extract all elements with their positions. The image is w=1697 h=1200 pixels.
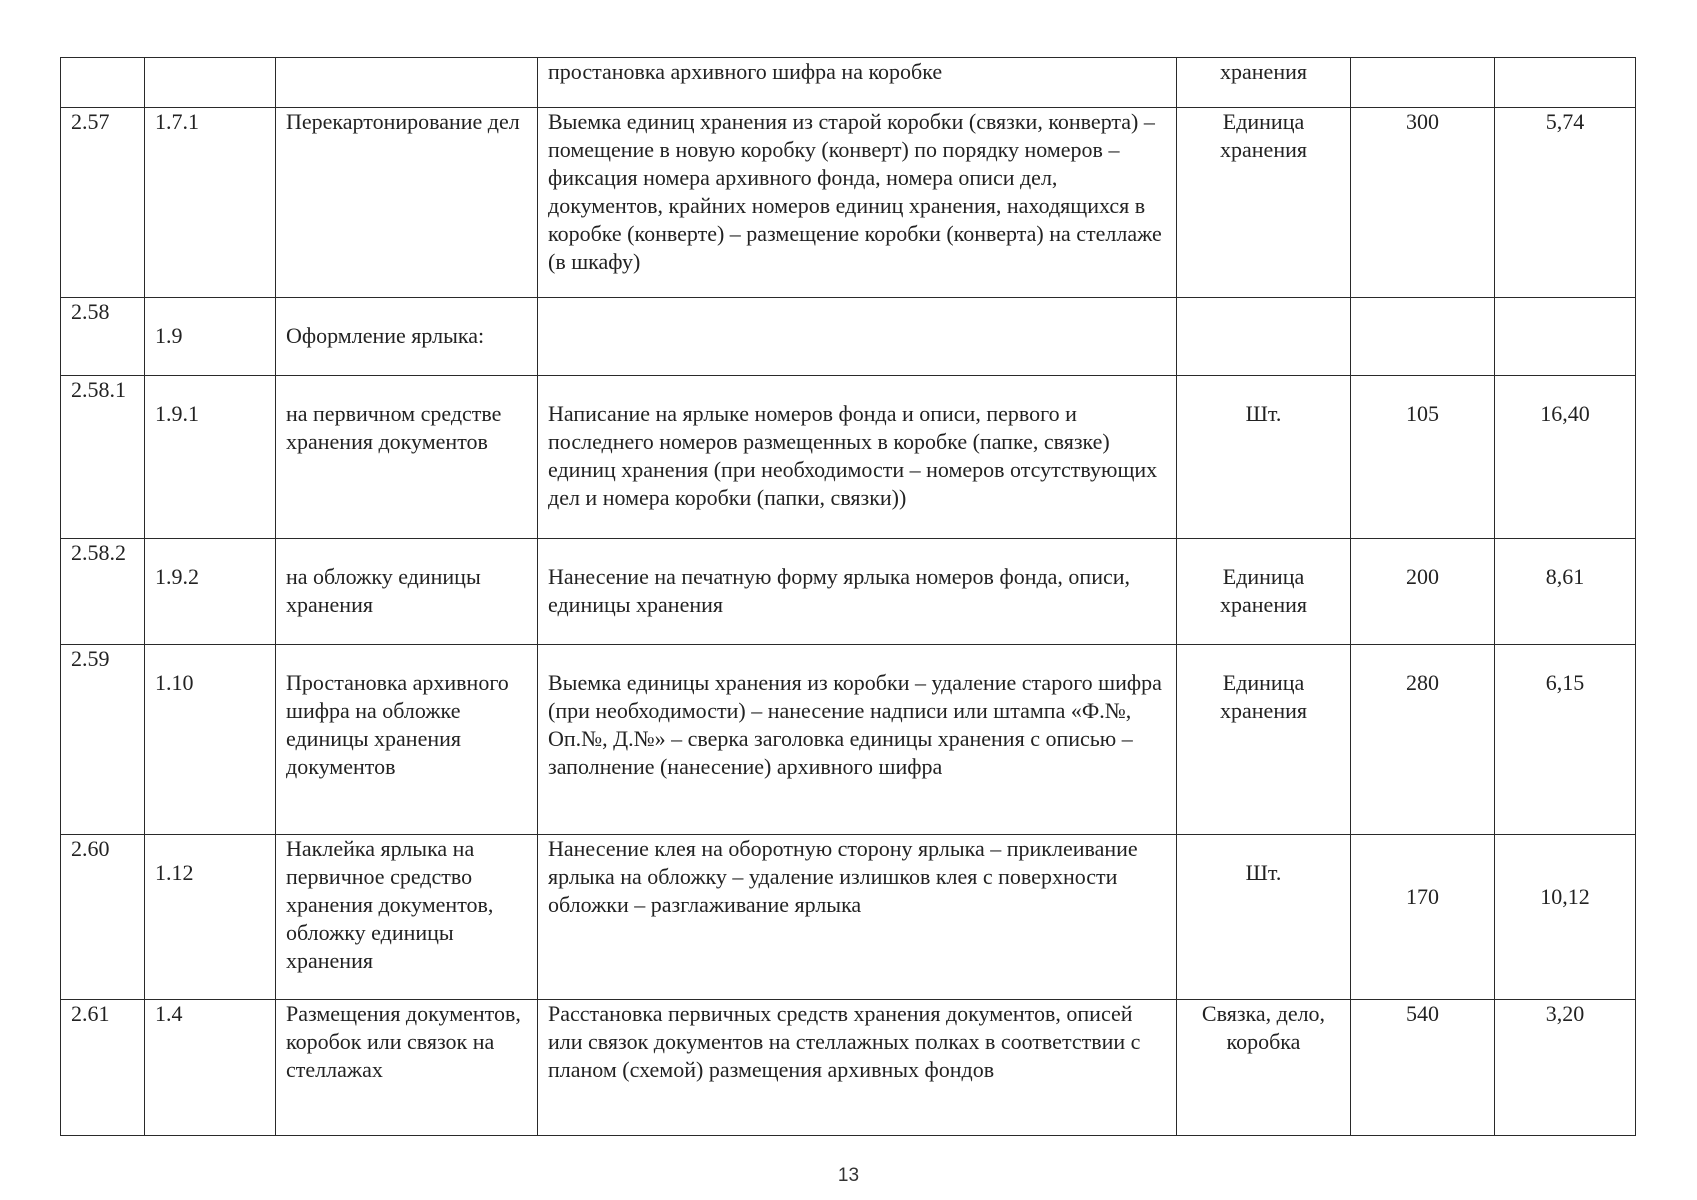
section-code-cell: 1.4 [145, 1000, 276, 1136]
unit-cell: Единица хранения [1177, 539, 1351, 645]
value-cell: 3,20 [1495, 1000, 1636, 1136]
table-row [61, 835, 1636, 1000]
work-name-cell: Перекартонирование дел [276, 108, 538, 298]
table-row [61, 376, 1636, 539]
norm-cell: 105 [1351, 376, 1495, 539]
work-description-cell [538, 298, 1177, 376]
table-row [61, 539, 1636, 645]
section-code-cell: 1.9.2 [145, 539, 276, 645]
work-name-cell: Простановка архивного шифра на обложке единицы хранения документов [276, 645, 538, 835]
row-number-cell: 2.60 [61, 835, 145, 1000]
value-cell: 5,74 [1495, 108, 1636, 298]
page-number: 13 [837, 1165, 860, 1186]
work-description-cell: Нанесение на печатную форму ярлыка номеров фонда, описи, единицы хранения [538, 539, 1177, 645]
work-name-cell: Размещения документов, коробок или связок на стеллажах [276, 1000, 538, 1136]
table-row [61, 58, 1636, 108]
work-description-cell: Выемка единицы хранения из коробки – удаление старого шифра (при необходимости) – нанесение надписи или штампа «Ф.№, Оп.№, Д.№» – сверка заголовка единицы хранения с описью – заполнение (нанесение) архивного шифра [538, 645, 1177, 835]
section-code-cell [145, 58, 276, 108]
value-cell: 16,40 [1495, 376, 1636, 539]
row-number-cell: 2.58 [61, 298, 145, 376]
unit-cell: Связка, дело, коробка [1177, 1000, 1351, 1136]
norm-cell [1351, 298, 1495, 376]
unit-cell: Шт. [1177, 835, 1351, 1000]
row-number-cell: 2.58.1 [61, 376, 145, 539]
unit-cell: Единица хранения [1177, 108, 1351, 298]
work-description-cell: Расстановка первичных средств хранения документов, описей или связок документов на стеллажных полках в соответствии с планом (схемой) размещения архивных фондов [538, 1000, 1177, 1136]
norm-cell: 300 [1351, 108, 1495, 298]
row-number-cell: 2.57 [61, 108, 145, 298]
row-number-cell: 2.59 [61, 645, 145, 835]
value-cell: 10,12 [1495, 835, 1636, 1000]
norm-cell: 280 [1351, 645, 1495, 835]
value-cell [1495, 298, 1636, 376]
value-cell [1495, 58, 1636, 108]
work-description-cell: Написание на ярлыке номеров фонда и описи, первого и последнего номеров размещенных в коробке (папке, связке) единиц хранения (при необходимости – номеров отсутствующих дел и номера коробки (папки, связки)) [538, 376, 1177, 539]
section-code-cell: 1.9.1 [145, 376, 276, 539]
norms-table [60, 57, 1636, 1136]
norm-cell: 200 [1351, 539, 1495, 645]
norm-cell: 170 [1351, 835, 1495, 1000]
work-description-cell: Выемка единиц хранения из старой коробки (связки, конверта) – помещение в новую коробку (конверт) по порядку номеров – фиксация номера архивного фонда, номера описи дел, документов, крайних номеров единиц хранения, находящихся в коробке (конверте) – размещение коробки (конверта) на стеллаже (в шкафу) [538, 108, 1177, 298]
work-name-cell: Оформление ярлыка: [276, 298, 538, 376]
unit-cell: хранения [1177, 58, 1351, 108]
value-cell: 8,61 [1495, 539, 1636, 645]
value-cell: 6,15 [1495, 645, 1636, 835]
work-name-cell: на обложку единицы хранения [276, 539, 538, 645]
section-code-cell: 1.12 [145, 835, 276, 1000]
work-name-cell [276, 58, 538, 108]
table-row [61, 1000, 1636, 1136]
work-name-cell: Наклейка ярлыка на первичное средство хранения документов, обложку единицы хранения [276, 835, 538, 1000]
row-number-cell: 2.58.2 [61, 539, 145, 645]
work-name-cell: на первичном средстве хранения документов [276, 376, 538, 539]
unit-cell: Единица хранения [1177, 645, 1351, 835]
section-code-cell: 1.7.1 [145, 108, 276, 298]
norm-cell [1351, 58, 1495, 108]
norm-cell: 540 [1351, 1000, 1495, 1136]
row-number-cell: 2.61 [61, 1000, 145, 1136]
table-row [61, 298, 1636, 376]
work-description-cell: Нанесение клея на оборотную сторону ярлыка – приклеивание ярлыка на обложку – удаление излишков клея с поверхности обложки – разглаживание ярлыка [538, 835, 1177, 1000]
unit-cell [1177, 298, 1351, 376]
section-code-cell: 1.9 [145, 298, 276, 376]
row-number-cell [61, 58, 145, 108]
section-code-cell: 1.10 [145, 645, 276, 835]
table-row [61, 645, 1636, 835]
unit-cell: Шт. [1177, 376, 1351, 539]
work-description-cell: простановка архивного шифра на коробке [538, 58, 1177, 108]
table-row [61, 108, 1636, 298]
